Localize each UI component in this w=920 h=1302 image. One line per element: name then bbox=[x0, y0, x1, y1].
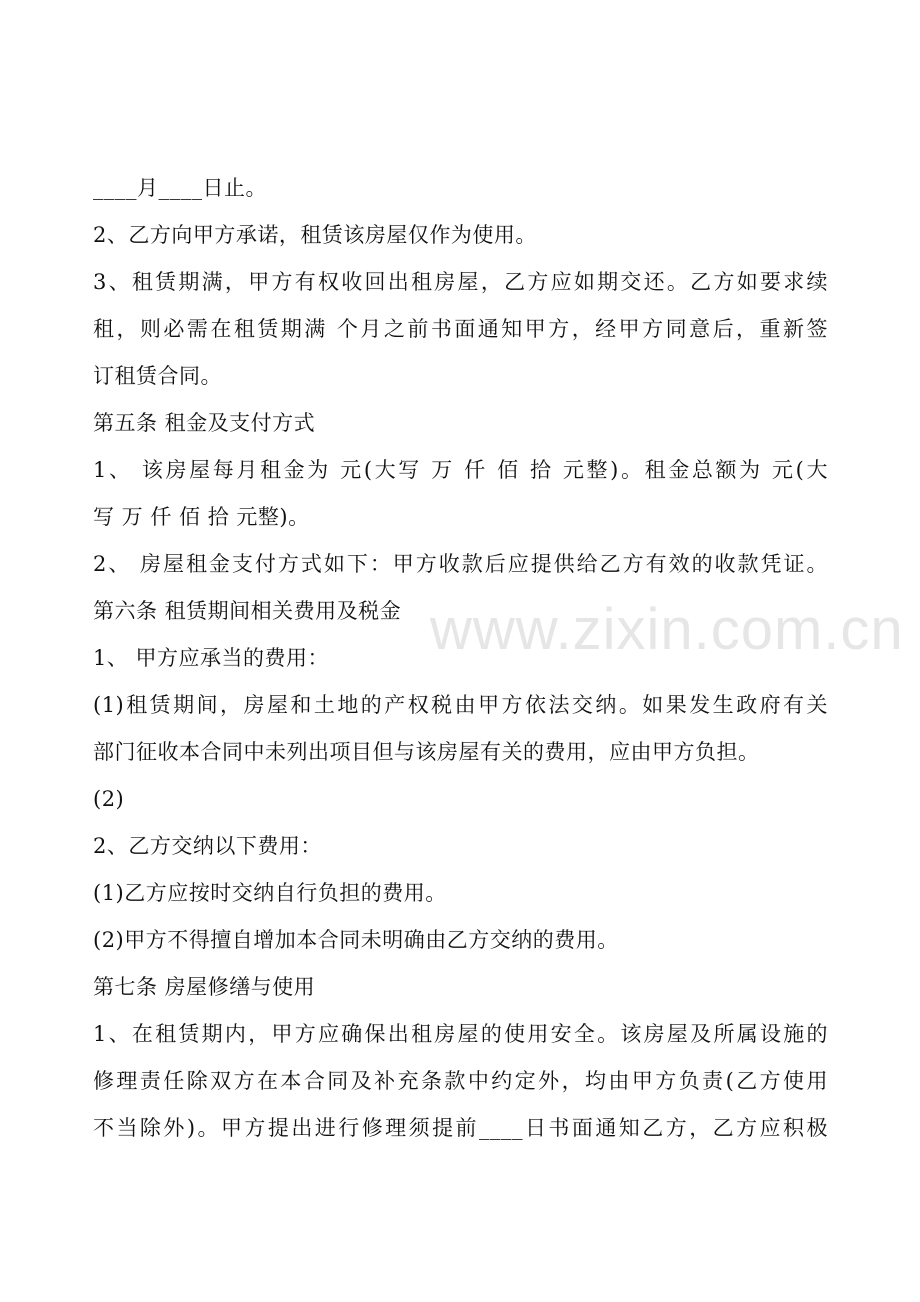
text-line: 修理责任除双方在本合同及补充条款中约定外，均由甲方负责(乙方使用 bbox=[93, 1069, 828, 1093]
text-line: 2、乙方向甲方承诺，租赁该房屋仅作为使用。 bbox=[93, 223, 537, 247]
text-line: ____月____日止。 bbox=[93, 176, 267, 200]
text-line: 订租赁合同。 bbox=[93, 364, 222, 388]
text-line: (2)甲方不得擅自增加本合同未明确由乙方交纳的费用。 bbox=[93, 928, 619, 952]
text-line: 3、租赁期满，甲方有权收回出租房屋，乙方应如期交还。乙方如要求续 bbox=[93, 270, 828, 294]
text-line: 1、 该房屋每月租金为 元(大写 万 仟 佰 拾 元整)。租金总额为 元(大 bbox=[93, 458, 828, 482]
section-heading: 第七条 房屋修缮与使用 bbox=[93, 975, 316, 999]
text-line: 1、在租赁期内，甲方应确保出租房屋的使用安全。该房屋及所属设施的 bbox=[93, 1022, 828, 1046]
section-heading: 第五条 租金及支付方式 bbox=[93, 411, 316, 435]
text-line: 部门征收本合同中未列出项目但与该房屋有关的费用，应由甲方负担。 bbox=[93, 740, 760, 764]
text-line: 写 万 仟 佰 拾 元整)。 bbox=[93, 505, 310, 529]
text-line: (1)乙方应按时交纳自行负担的费用。 bbox=[93, 881, 447, 905]
text-line: 不当除外)。甲方提出进行修理须提前____日书面通知乙方，乙方应积极 bbox=[93, 1116, 828, 1140]
text-line: 1、 甲方应承当的费用： bbox=[93, 646, 330, 670]
text-line: 租，则必需在租赁期满 个月之前书面通知甲方，经甲方同意后，重新签 bbox=[93, 317, 828, 341]
text-line: 2、 房屋租金支付方式如下：甲方收款后应提供给乙方有效的收款凭证。 bbox=[93, 552, 828, 576]
watermark: www.zixin.com.cn bbox=[430, 597, 904, 662]
document-body bbox=[93, 165, 828, 1152]
section-heading: 第六条 租赁期间相关费用及税金 bbox=[93, 599, 402, 623]
text-line: 2、乙方交纳以下费用： bbox=[93, 834, 322, 858]
text-line: (1)租赁期间，房屋和土地的产权税由甲方依法交纳。如果发生政府有关 bbox=[93, 693, 828, 717]
text-line: (2) bbox=[93, 787, 125, 811]
